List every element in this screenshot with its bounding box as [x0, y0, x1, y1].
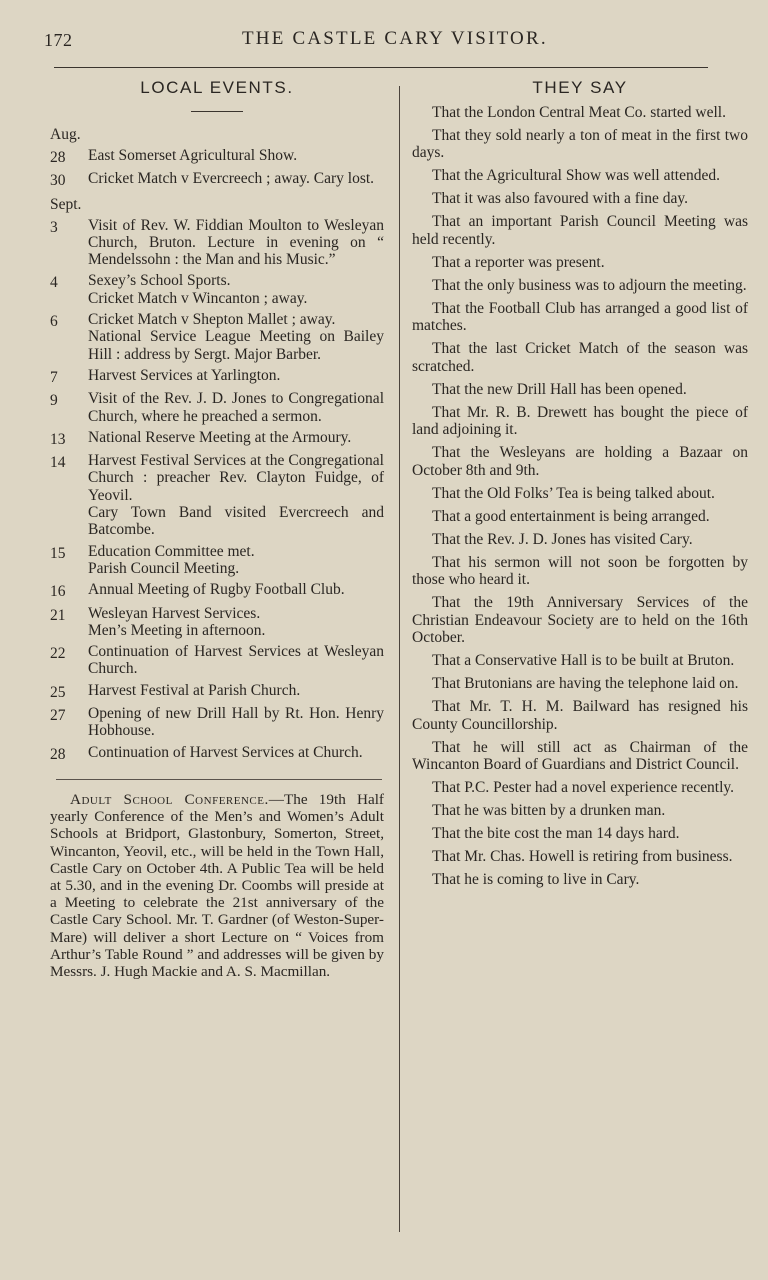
- event-line: Sexey’s School Sports.: [88, 272, 231, 290]
- they-say-title: THEY SAY: [532, 78, 628, 97]
- event-day: 14: [50, 454, 66, 472]
- they-say-item: That an important Parish Council Meeting was held recently.: [412, 213, 748, 248]
- they-say-item: That a Conservative Hall is to be built at Bruton.: [432, 652, 735, 670]
- month-label: Aug.: [50, 126, 81, 143]
- event-item: [50, 367, 384, 386]
- event-day: 6: [50, 313, 58, 331]
- they-say-item: That the new Drill Hall has been opened.: [432, 380, 687, 398]
- event-item: [50, 311, 384, 363]
- event-item: [50, 543, 384, 578]
- event-text: Continuation of Harvest Services at Church.: [88, 743, 363, 761]
- event-line: Parish Council Meeting.: [88, 559, 240, 577]
- event-text: Opening of new Drill Hall by Rt. Hon. Henry Hobhouse.: [88, 705, 384, 740]
- event-text: East Somerset Agricultural Show.: [88, 147, 298, 164]
- event-item: [50, 170, 384, 189]
- they-say-item: That his sermon will not soon be forgotten by those who heard it.: [412, 553, 748, 589]
- they-say-item: That a reporter was present.: [432, 253, 605, 271]
- they-say-item: That Mr. T. H. M. Bailward has resigned his County Councillorship.: [412, 698, 748, 733]
- event-day: 21: [50, 606, 66, 624]
- month-label: Sept.: [50, 195, 82, 213]
- they-say-item: That the Wesleyans are holding a Bazaar on October 8th and 9th.: [412, 444, 748, 479]
- local-events-title: LOCAL EVENTS.: [140, 78, 294, 97]
- event-text: Harvest Services at Yarlington.: [88, 366, 281, 384]
- event-item: [50, 682, 384, 701]
- event-item: [50, 581, 384, 600]
- event-item: [50, 429, 384, 448]
- column-divider: [399, 86, 400, 1232]
- they-say-item: That the 19th Anniversary Services of the Christian Endeavour Society are to held on the 16th October.: [412, 594, 748, 646]
- section-rule: [56, 779, 382, 780]
- they-say-item: That the last Cricket Match of the season was scratched.: [412, 340, 748, 375]
- they-say-item: That a good entertainment is being arranged.: [432, 507, 710, 525]
- they-say-item: That the Football Club has arranged a good list of matches.: [412, 300, 748, 335]
- event-day: 25: [50, 683, 66, 701]
- event-text: Visit of Rev. W. Fiddian Moulton to Wesleyan Church, Bruton. Lecture in evening on “ Mendelssohn : the Man and his Music.”: [88, 216, 384, 269]
- page-number: 172: [44, 30, 73, 50]
- they-say-item: That it was also favoured with a fine day.: [432, 190, 688, 208]
- event-item: [50, 744, 384, 763]
- event-line: National Service League Meeting on Bailey Hill : address by Sergt. Major Barber.: [88, 328, 384, 363]
- event-item: [50, 643, 384, 678]
- event-line: Cricket Match v Wincanton ; away.: [88, 289, 308, 307]
- event-text: [88, 605, 384, 640]
- they-say-item: That the Agricultural Show was well attended.: [432, 167, 720, 185]
- event-day: 22: [50, 645, 66, 663]
- event-text: [88, 452, 384, 538]
- they-say-item: That P.C. Pester had a novel experience recently.: [432, 779, 734, 797]
- event-item: [50, 452, 384, 538]
- running-header: [44, 28, 724, 52]
- they-say-item: That the bite cost the man 14 days hard.: [432, 825, 680, 843]
- event-line: Wesleyan Harvest Services.: [88, 604, 261, 622]
- title-rule: [191, 111, 243, 112]
- running-title: THE CASTLE CARY VISITOR.: [242, 28, 548, 49]
- event-text: Annual Meeting of Rugby Football Club.: [88, 581, 345, 599]
- they-say-item: That he will still act as Chairman of the Wincanton Board of Guardians and District Council.: [412, 738, 748, 773]
- event-text: [88, 272, 384, 307]
- header-rule: [54, 67, 708, 68]
- event-line: Education Committee met.: [88, 542, 255, 560]
- event-item: [50, 217, 384, 269]
- event-item: [50, 390, 384, 425]
- event-item: [50, 272, 384, 307]
- event-day: 27: [50, 707, 66, 725]
- left-column: [50, 74, 384, 980]
- event-line: Harvest Festival Services at the Congregational Church : preacher Rev. Clayton Fuidge, of Yeovil.: [88, 452, 384, 504]
- event-line: Cary Town Band visited Evercreech and Batcombe.: [88, 504, 384, 539]
- they-say-item: That Mr. R. B. Drewett has bought the piece of land adjoining it.: [412, 403, 748, 439]
- event-day: 15: [50, 544, 66, 562]
- event-text: Continuation of Harvest Services at Wesleyan Church.: [88, 643, 384, 678]
- event-text: Cricket Match v Evercreech ; away. Cary lost.: [88, 170, 375, 188]
- event-day: 16: [50, 583, 66, 601]
- right-column: [412, 74, 748, 889]
- event-text: [88, 543, 384, 578]
- event-day: 13: [50, 430, 66, 448]
- notice-heading: Adult School Conference.: [70, 790, 269, 808]
- they-say-item: That the London Central Meat Co. started well.: [432, 103, 726, 121]
- they-say-item: That they sold nearly a ton of meat in the first two days.: [412, 126, 748, 162]
- they-say-item: That the only business was to adjourn the meeting.: [432, 276, 747, 294]
- event-day: 7: [50, 368, 58, 386]
- they-say-item: That the Old Folks’ Tea is being talked about.: [432, 484, 715, 502]
- notice-body: —The 19th Half yearly Conference of the Men’s and Women’s Adult Schools at Bridport, Glastonbury, Somerton, Street, Wincanton, Yeovil, etc., will be held in the Town Hall, Castle Cary on October 4th. A Public Tea will be held at 5.30, and in the evening Dr. Coombs will preside at a Meeting to celebrate the 21st anniversary of the Castle Cary School. Mr. T. Gardner (of Weston-Super-Mare) will deliver a short Lecture on “ Voices from Arthur’s Table Round ” and addresses will be given by Messrs. J. Hugh Mackie and A. S. Macmillan.: [50, 790, 384, 980]
- event-day: 30: [50, 172, 66, 190]
- they-say-item: That Brutonians are having the telephone laid on.: [432, 675, 739, 693]
- adult-school-notice: [50, 791, 384, 980]
- event-line: Men’s Meeting in afternoon.: [88, 621, 266, 639]
- event-line: Cricket Match v Shepton Mallet ; away.: [88, 311, 336, 329]
- event-day: 9: [50, 392, 58, 410]
- event-item: [50, 147, 384, 166]
- event-text: National Reserve Meeting at the Armoury.: [88, 428, 352, 446]
- they-say-item: That the Rev. J. D. Jones has visited Cary.: [432, 530, 693, 548]
- event-item: [50, 605, 384, 640]
- event-item: [50, 705, 384, 740]
- event-text: Visit of the Rev. J. D. Jones to Congregational Church, where he preached a sermon.: [88, 390, 384, 425]
- event-day: 28: [50, 149, 66, 166]
- event-text: Harvest Festival at Parish Church.: [88, 681, 301, 699]
- they-say-item: That Mr. Chas. Howell is retiring from business.: [432, 848, 733, 866]
- event-text: [88, 311, 384, 363]
- they-say-item: That he is coming to live in Cary.: [432, 871, 640, 889]
- event-day: 3: [50, 218, 58, 236]
- event-day: 28: [50, 745, 66, 763]
- event-day: 4: [50, 274, 58, 292]
- they-say-item: That he was bitten by a drunken man.: [432, 802, 666, 820]
